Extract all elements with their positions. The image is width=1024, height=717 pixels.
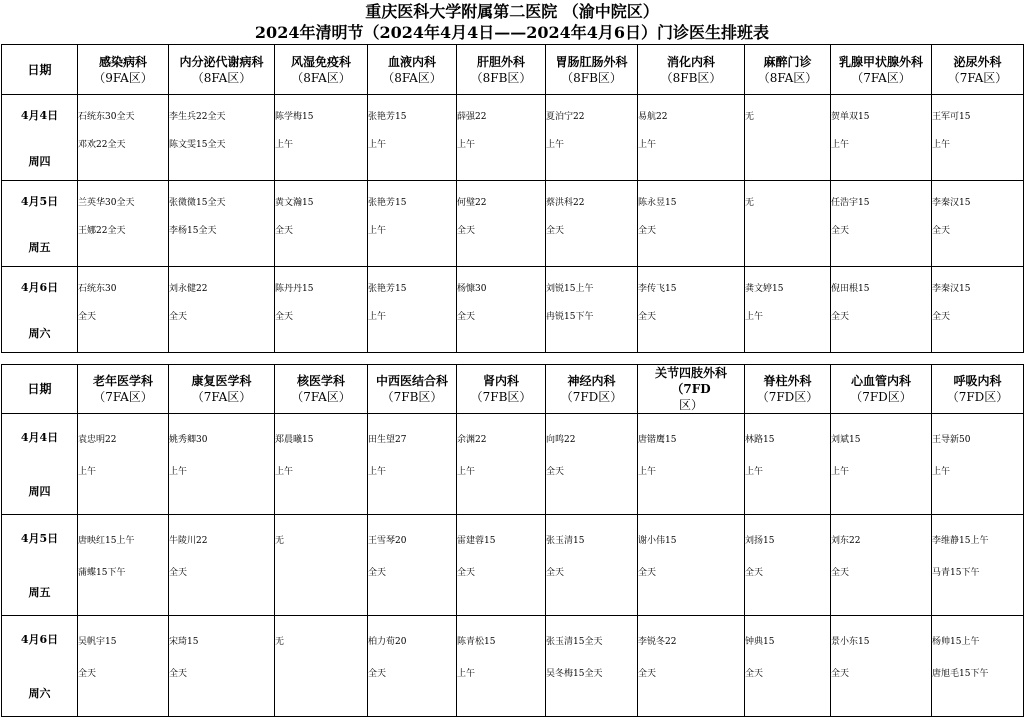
doctor-entry: 刘扬15	[745, 536, 775, 546]
department-name: 肝胆外科	[476, 54, 525, 69]
department-header	[932, 45, 1024, 95]
department-header	[638, 365, 745, 414]
doctor-entry: 杨帅15上午	[932, 637, 980, 647]
doctor-entry: 唐映红15上午	[78, 536, 135, 546]
department-name: 老年医学科	[92, 374, 153, 388]
session-entry: 上午	[275, 467, 294, 477]
schedule-cell	[638, 414, 745, 515]
session-entry: 上午	[275, 140, 294, 150]
session-entry: 上午	[368, 140, 387, 150]
session-entry: 上午	[638, 467, 657, 477]
session-entry: 全天	[932, 226, 951, 236]
department-name: 呼吸内科	[953, 374, 1002, 388]
department-area: （8FA区）	[382, 70, 442, 85]
doctor-entry: 张艳芳15	[368, 112, 407, 122]
schedule-cell	[78, 414, 169, 515]
schedule-cell	[638, 95, 745, 181]
department-header	[638, 45, 745, 95]
session-entry: 上午	[831, 140, 850, 150]
doctor-entry: 杨慷30	[457, 284, 487, 294]
doctor-entry: 陈学梅15	[275, 112, 314, 122]
doctor-entry: 张玉清15全天	[546, 637, 603, 647]
doctor-entry: 宋琦15	[169, 637, 199, 647]
doctor-entry: 李传飞15	[638, 284, 677, 294]
department-area: （7FB区）	[381, 390, 443, 404]
doctor-entry: 林路15	[745, 435, 775, 445]
session-entry: 全天	[169, 669, 188, 679]
session-entry: 上午	[78, 467, 97, 477]
weekday-label: 周六	[28, 326, 51, 340]
session-entry: 上午	[457, 669, 476, 679]
table-header-row	[2, 45, 1024, 95]
doctor-entry: 张玉清15	[546, 536, 585, 546]
doctor-entry: 王雪琴20	[368, 536, 407, 546]
doctor-entry: 张艳芳15	[368, 198, 407, 208]
schedule-cell	[638, 181, 745, 267]
schedule-cell	[457, 616, 546, 717]
doctor-entry: 刘永健22	[169, 284, 208, 294]
doctor-entry: 雷建蓉15	[457, 536, 496, 546]
department-name: 血液内科	[387, 54, 436, 69]
schedule-cell	[275, 267, 368, 353]
weekday-label: 周四	[28, 485, 51, 498]
schedule-cell	[169, 515, 275, 616]
doctor-entry: 袁忠明22	[78, 435, 117, 445]
doctor-entry: 倪田根15	[831, 284, 870, 294]
department-area: （7FD区）	[756, 390, 819, 404]
doctor-entry: 柏力荀20	[368, 637, 407, 647]
doctor-entry: 王导新50	[932, 435, 971, 445]
schedule-cell	[457, 95, 546, 181]
department-header	[275, 45, 368, 95]
department-name: 康复医学科	[191, 374, 252, 388]
department-header	[368, 365, 457, 414]
table-row	[2, 414, 1024, 515]
schedule-cell	[932, 616, 1024, 717]
session-entry: 吴冬梅15全天	[546, 669, 603, 679]
doctor-entry: 张微微15全天	[169, 198, 226, 208]
session-entry: 全天	[368, 669, 387, 679]
schedule-cell	[932, 414, 1024, 515]
date-label: 4月4日	[20, 108, 59, 122]
schedule-cell	[368, 616, 457, 717]
doctor-entry: 刘斌15	[831, 435, 861, 445]
department-area: （7FA区）	[291, 390, 351, 404]
department-area: （7FA区）	[93, 390, 153, 404]
hospital-title: 重庆医科大学附属第二医院 （渝中院区）	[365, 2, 659, 21]
doctor-entry: 李秦汉15	[932, 284, 971, 294]
session-entry: 上午	[932, 140, 951, 150]
session-entry: 上午	[831, 467, 850, 477]
session-entry: 上午	[169, 467, 188, 477]
schedule-cell	[638, 515, 745, 616]
department-header	[457, 45, 546, 95]
department-header	[546, 365, 638, 414]
department-area: （8FA区）	[291, 70, 351, 85]
department-name: 脊柱外科	[763, 374, 812, 388]
doctor-entry: 李锐冬22	[638, 637, 677, 647]
department-header	[169, 365, 275, 414]
schedule-cell	[745, 515, 831, 616]
session-entry: 全天	[457, 312, 476, 322]
session-entry: 全天	[638, 312, 657, 322]
doctor-entry: 刘锐15上午	[546, 284, 594, 294]
department-name: 风湿免疫科	[290, 54, 351, 69]
department-header	[831, 45, 932, 95]
doctor-entry: 薛强22	[457, 112, 487, 122]
session-entry: 全天	[831, 226, 850, 236]
department-header	[745, 45, 831, 95]
schedule-cell	[546, 414, 638, 515]
weekday-label: 周五	[28, 586, 51, 599]
weekday-label: 周五	[28, 240, 51, 254]
session-entry: 上午	[368, 312, 387, 322]
doctor-entry: 石统东30全天	[78, 112, 135, 122]
doctor-entry: 郑晨曦15	[275, 435, 314, 445]
schedule-cell	[275, 95, 368, 181]
schedule-cell	[546, 616, 638, 717]
department-area: （7FD区）	[946, 390, 1009, 404]
doctor-entry: 王军可15	[932, 112, 971, 122]
session-entry: 全天	[638, 226, 657, 236]
department-name: 心血管内科	[850, 374, 911, 388]
department-header	[78, 365, 169, 414]
department-name: 消化内科	[666, 54, 715, 69]
department-name: 乳腺甲状腺外科	[838, 54, 923, 69]
schedule-cell	[831, 181, 932, 267]
doctor-entry: 黄文瀚15	[275, 198, 314, 208]
schedule-cell	[78, 616, 169, 717]
session-entry: 上午	[368, 467, 387, 477]
schedule-cell	[745, 267, 831, 353]
schedule-cell	[745, 414, 831, 515]
schedule-cell	[368, 95, 457, 181]
department-header	[368, 45, 457, 95]
schedule-cell	[546, 267, 638, 353]
doctor-entry: 无	[745, 112, 755, 122]
department-area: （7FD区）	[850, 390, 912, 404]
schedule-title: 2024年清明节（2024年4月4日——2024年4月6日）门诊医生排班表	[254, 23, 770, 42]
schedule-cell	[638, 616, 745, 717]
doctor-entry: 吴帆宇15	[78, 637, 117, 647]
schedule-cell	[275, 515, 368, 616]
schedule-cell	[932, 181, 1024, 267]
department-area: （8FA区）	[757, 70, 818, 85]
session-entry: 上午	[745, 467, 764, 477]
table-row	[2, 515, 1024, 616]
department-area: （8FB区）	[660, 70, 722, 85]
date-column-header: 日期	[2, 365, 78, 414]
doctor-entry: 余渊22	[457, 435, 487, 445]
session-entry: 上午	[546, 140, 565, 150]
schedule-cell	[169, 414, 275, 515]
session-entry: 上午	[745, 312, 764, 322]
schedule-cell	[831, 616, 932, 717]
session-entry: 上午	[368, 226, 387, 236]
department-name: 关节四肢外科（7FD	[654, 366, 727, 396]
department-area: （8FB区）	[470, 70, 532, 85]
doctor-entry: 陈青松15	[457, 637, 496, 647]
table-row	[2, 616, 1024, 717]
department-name: 泌尿外科	[953, 54, 1002, 69]
schedule-cell	[169, 267, 275, 353]
session-entry: 蒲蝶15下午	[78, 568, 126, 578]
date-label: 4月5日	[20, 532, 59, 545]
session-entry: 全天	[275, 226, 294, 236]
schedule-cell	[275, 414, 368, 515]
department-area: （7FA区）	[191, 390, 252, 404]
doctor-entry: 无	[275, 536, 285, 546]
date-label: 4月4日	[20, 431, 59, 444]
schedule-cell	[78, 515, 169, 616]
doctor-entry: 无	[275, 637, 285, 647]
date-cell	[2, 267, 78, 353]
session-entry: 唐旭毛15下午	[932, 669, 989, 679]
date-label: 4月5日	[20, 194, 59, 208]
date-cell	[2, 515, 78, 616]
doctor-entry: 龚文婷15	[745, 284, 784, 294]
session-entry: 全天	[78, 312, 97, 322]
doctor-entry: 陈永昱15	[638, 198, 677, 208]
department-header	[546, 45, 638, 95]
schedule-cell	[831, 95, 932, 181]
schedule-table-2	[1, 364, 1024, 717]
session-entry: 全天	[78, 669, 97, 679]
schedule-cell	[932, 515, 1024, 616]
session-entry: 上午	[638, 140, 657, 150]
session-entry: 上午	[457, 140, 476, 150]
department-name: 中西医结合科	[375, 374, 448, 388]
department-name: 感染病科	[98, 54, 147, 69]
session-entry: 陈文雯15全天	[169, 140, 226, 150]
schedule-cell	[831, 515, 932, 616]
schedule-cell	[368, 414, 457, 515]
date-label: 4月6日	[20, 633, 59, 646]
doctor-entry: 谢小伟15	[638, 536, 677, 546]
weekday-label: 周六	[28, 687, 51, 700]
table-header-row	[2, 365, 1024, 414]
session-entry: 全天	[745, 568, 764, 578]
date-label: 4月6日	[20, 280, 59, 294]
schedule-cell	[457, 414, 546, 515]
session-entry: 全天	[638, 669, 657, 679]
table-row	[2, 267, 1024, 353]
department-header	[831, 365, 932, 414]
department-name: 胃肠肛肠外科	[555, 54, 628, 69]
department-name: 神经内科	[567, 374, 616, 388]
session-entry: 王娜22全天	[78, 226, 126, 236]
doctor-entry: 向鸣22	[546, 435, 576, 445]
schedule-cell	[546, 515, 638, 616]
session-entry: 全天	[546, 568, 565, 578]
schedule-cell	[831, 414, 932, 515]
session-entry: 全天	[169, 312, 188, 322]
doctor-entry: 李维静15上午	[932, 536, 989, 546]
doctor-entry: 任浩宇15	[831, 198, 870, 208]
session-entry: 全天	[932, 312, 951, 322]
doctor-entry: 钟典15	[745, 637, 775, 647]
schedule-cell	[78, 95, 169, 181]
session-entry: 全天	[546, 226, 565, 236]
schedule-cell	[169, 616, 275, 717]
department-area: （8FA区）	[191, 70, 252, 85]
session-entry: 马青15下午	[932, 568, 980, 578]
doctor-entry: 夏泊宁22	[546, 112, 585, 122]
session-entry: 全天	[831, 312, 850, 322]
table-row	[2, 181, 1024, 267]
session-entry: 全天	[457, 226, 476, 236]
schedule-cell	[546, 95, 638, 181]
date-cell	[2, 181, 78, 267]
session-entry: 全天	[546, 467, 565, 477]
date-cell	[2, 414, 78, 515]
department-area: 区）	[678, 398, 703, 412]
session-entry: 全天	[831, 568, 850, 578]
session-entry: 全天	[457, 568, 476, 578]
weekday-label: 周四	[28, 154, 51, 168]
department-name: 核医学科	[296, 374, 345, 388]
department-area: （7FA区）	[947, 70, 1008, 85]
department-header	[78, 45, 169, 95]
doctor-entry: 易航22	[638, 112, 668, 122]
schedule-cell	[932, 267, 1024, 353]
department-header	[457, 365, 546, 414]
schedule-cell	[457, 267, 546, 353]
department-header	[745, 365, 831, 414]
doctor-entry: 姚秀卿30	[169, 435, 208, 445]
doctor-entry: 石统东30	[78, 284, 117, 294]
schedule-cell	[638, 267, 745, 353]
department-area: （7FD区）	[560, 390, 623, 404]
session-entry: 李杨15全天	[169, 226, 217, 236]
department-name: 肾内科	[482, 374, 519, 388]
doctor-entry: 景小东15	[831, 637, 870, 647]
department-area: （9FA区）	[93, 70, 153, 85]
department-area: （7FB区）	[470, 390, 532, 404]
date-column-header: 日期	[2, 45, 78, 95]
schedule-cell	[78, 267, 169, 353]
schedule-cell	[745, 181, 831, 267]
schedule-cell	[169, 181, 275, 267]
doctor-entry: 无	[745, 198, 755, 208]
doctor-entry: 田生望27	[368, 435, 407, 445]
department-name: 麻醉门诊	[763, 54, 812, 69]
doctor-entry: 张艳芳15	[368, 284, 407, 294]
table-row	[2, 95, 1024, 181]
session-entry: 全天	[368, 568, 387, 578]
date-cell	[2, 616, 78, 717]
department-name: 内分泌代谢病科	[179, 54, 264, 69]
schedule-cell	[169, 95, 275, 181]
schedule-table-1	[1, 44, 1024, 353]
doctor-entry: 兰英华30全天	[78, 198, 135, 208]
doctor-entry: 陈丹丹15	[275, 284, 314, 294]
session-entry: 全天	[169, 568, 188, 578]
date-cell	[2, 95, 78, 181]
session-entry: 邓欢22全天	[78, 140, 126, 150]
session-entry: 上午	[932, 467, 951, 477]
schedule-cell	[546, 181, 638, 267]
schedule-cell	[457, 515, 546, 616]
doctor-entry: 唐锴鹰15	[638, 435, 677, 445]
schedule-cell	[831, 267, 932, 353]
session-entry: 全天	[831, 669, 850, 679]
schedule-cell	[368, 181, 457, 267]
schedule-cell	[78, 181, 169, 267]
session-entry: 全天	[745, 669, 764, 679]
department-header	[169, 45, 275, 95]
department-area: （7FA区）	[851, 70, 911, 85]
session-entry: 全天	[638, 568, 657, 578]
department-area: （8FB区）	[561, 70, 622, 85]
schedule-cell	[932, 95, 1024, 181]
doctor-entry: 李生兵22全天	[169, 112, 226, 122]
session-entry: 全天	[275, 312, 294, 322]
schedule-cell	[745, 616, 831, 717]
schedule-cell	[745, 95, 831, 181]
doctor-entry: 牛陵川22	[169, 536, 208, 546]
department-header	[932, 365, 1024, 414]
schedule-cell	[368, 267, 457, 353]
doctor-entry: 贺单双15	[831, 112, 870, 122]
doctor-entry: 李秦汉15	[932, 198, 971, 208]
doctor-entry: 刘东22	[831, 536, 861, 546]
doctor-entry: 蔡洪科22	[546, 198, 585, 208]
schedule-cell	[275, 616, 368, 717]
schedule-cell	[275, 181, 368, 267]
schedule-cell	[457, 181, 546, 267]
session-entry: 冉锐15下午	[546, 312, 594, 322]
doctor-entry: 何璧22	[457, 198, 487, 208]
session-entry: 上午	[457, 467, 476, 477]
schedule-cell	[368, 515, 457, 616]
department-header	[275, 365, 368, 414]
